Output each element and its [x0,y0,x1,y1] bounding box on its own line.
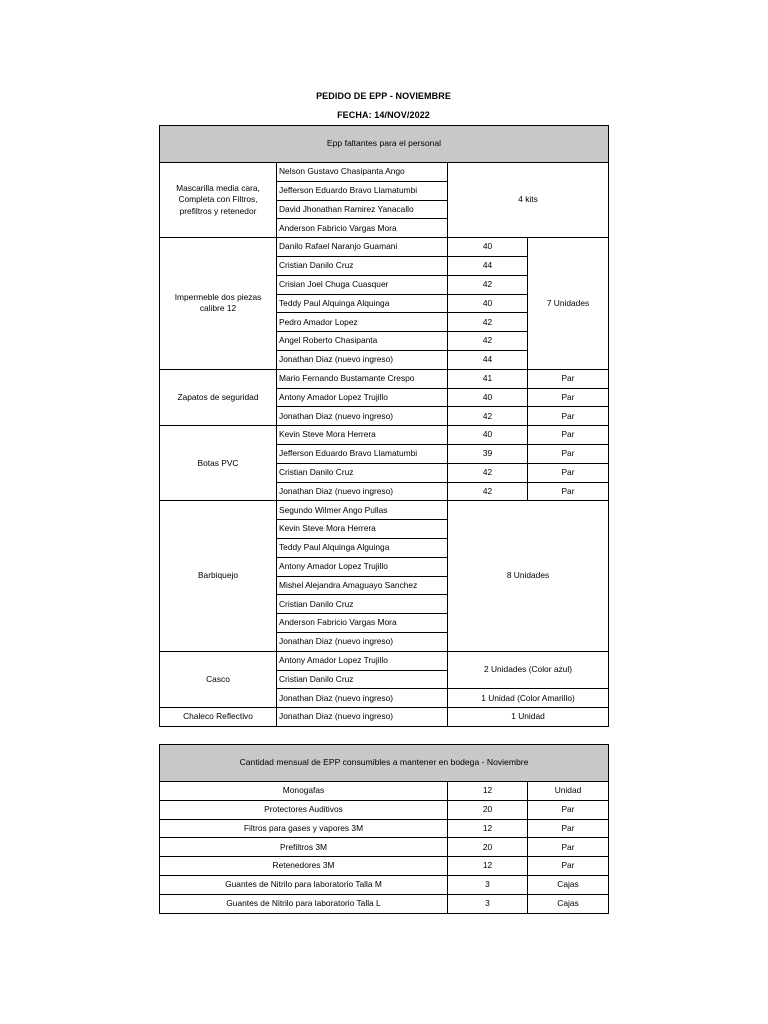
item-unit: Par [528,819,609,838]
employee-name: Danilo Rafael Naranjo Guamani [277,238,448,257]
item-name: Prefiltros 3M [160,838,448,857]
item-unit: Unidad [528,782,609,801]
quantity-casco-yellow: 1 Unidad (Color Amarillo) [448,689,609,708]
item-unit: Par [528,857,609,876]
employee-name: Cristian Danilo Cruz [277,595,448,614]
size-value: 42 [448,463,528,482]
employee-name: Antony Amador Lopez Trujillo [277,388,448,407]
category-chaleco: Chaleco Reflectivo [160,708,277,727]
table-row [160,238,609,257]
item-qty: 20 [448,838,528,857]
category-mascarilla: Mascarilla media cara, Completa con Filtros, prefiltros y retenedor [160,163,277,238]
size-value: 40 [448,388,528,407]
item-name: Retenedores 3M [160,857,448,876]
employee-name: Jonathan Diaz (nuevo ingreso) [277,708,448,727]
employee-name: Segundo Wilmer Ango Pullas [277,501,448,520]
quantity-chaleco: 1 Unidad [448,708,609,727]
unit-value: Par [528,463,609,482]
quantity-barbiquejo: 8 Unidades [448,501,609,651]
table-row [160,501,609,520]
missing-epp-header: Epp faltantes para el personal [160,126,609,163]
size-value: 44 [448,256,528,275]
employee-name: Mario Fernando Bustamante Crespo [277,369,448,388]
employee-name: Antony Amador Lopez Trujillo [277,651,448,670]
employee-name: Jonathan Diaz (nuevo ingreso) [277,350,448,369]
employee-name: Jonathan Diaz (nuevo ingreso) [277,689,448,708]
table-row [160,163,609,182]
employee-name: Jefferson Eduardo Bravo Llamatumbi [277,444,448,463]
employee-name: Jonathan Diaz (nuevo ingreso) [277,407,448,426]
quantity-mascarilla: 4 kits [448,163,609,238]
table-row [160,894,609,913]
size-value: 42 [448,275,528,294]
employee-name: Kevin Steve Mora Herrera [277,520,448,539]
consumables-header: Cantidad mensual de EPP consumibles a mantener en bodega - Noviembre [160,745,609,782]
item-unit: Par [528,800,609,819]
unit-value: Par [528,426,609,445]
employee-name: Nelson Gustavo Chasipanta Ango [277,163,448,182]
employee-name: Teddy Paul Alquinga Alguinga [277,538,448,557]
employee-name: Cristian Danilo Cruz [277,463,448,482]
item-name: Monogafas [160,782,448,801]
employee-name: Mishel Alejandra Amaguayo Sanchez [277,576,448,595]
employee-name: Anderson Fabricio Vargas Mora [277,614,448,633]
size-value: 40 [448,294,528,313]
unit-value: Par [528,444,609,463]
size-value: 42 [448,332,528,351]
table-row [160,800,609,819]
item-name: Guantes de Nitrilo para laboratorio Talla L [160,894,448,913]
category-casco: Casco [160,651,277,707]
employee-name: Pedro Amador Lopez [277,313,448,332]
table-row [160,819,609,838]
item-qty: 12 [448,782,528,801]
size-value: 41 [448,369,528,388]
size-value: 44 [448,350,528,369]
employee-name: Antony Amador Lopez Trujillo [277,557,448,576]
unit-value: Par [528,388,609,407]
employee-name: Kevin Steve Mora Herrera [277,426,448,445]
table-row [160,857,609,876]
size-value: 42 [448,407,528,426]
employee-name: Jonathan Diaz (nuevo ingreso) [277,632,448,651]
table-row [160,782,609,801]
consumables-table [159,744,609,914]
item-name: Guantes de Nitrilo para laboratorio Talla M [160,875,448,894]
category-zapatos: Zapatos de seguridad [160,369,277,425]
document-date: FECHA: 14/NOV/2022 [337,110,430,120]
size-value: 42 [448,482,528,501]
item-unit: Par [528,838,609,857]
employee-name: Cristian Danilo Cruz [277,256,448,275]
table-row [160,369,609,388]
size-value: 40 [448,426,528,445]
category-botas: Botas PVC [160,426,277,501]
item-name: Protectores Auditivos [160,800,448,819]
unit-value: Par [528,369,609,388]
missing-epp-table [159,125,609,727]
employee-name: Jonathan Diaz (nuevo ingreso) [277,482,448,501]
employee-name: Angel Roberto Chasipanta [277,332,448,351]
item-name: Filtros para gases y vapores 3M [160,819,448,838]
unit-value: Par [528,407,609,426]
table-row [160,708,609,727]
quantity-impermeable: 7 Unidades [528,238,609,370]
item-unit: Cajas [528,894,609,913]
document-title: PEDIDO DE EPP - NOVIEMBRE [316,91,451,101]
item-qty: 12 [448,857,528,876]
unit-value: Par [528,482,609,501]
item-qty: 3 [448,875,528,894]
item-qty: 20 [448,800,528,819]
size-value: 42 [448,313,528,332]
item-qty: 3 [448,894,528,913]
item-qty: 12 [448,819,528,838]
size-value: 40 [448,238,528,257]
quantity-casco-blue: 2 Unidades (Color azul) [448,651,609,689]
employee-name: Anderson Fabricio Vargas Mora [277,219,448,238]
employee-name: Teddy Paul Alquinga Alquinga [277,294,448,313]
category-impermeable: Impermeble dos piezas calibre 12 [160,238,277,370]
employee-name: Jefferson Eduardo Bravo Llamatumbi [277,181,448,200]
size-value: 39 [448,444,528,463]
table-row [160,651,609,670]
employee-name: Crisian Joel Chuga Cuasquer [277,275,448,294]
table-row [160,426,609,445]
item-unit: Cajas [528,875,609,894]
employee-name: David Jhonathan Ramirez Yanacallo [277,200,448,219]
table-row [160,875,609,894]
table-row [160,838,609,857]
employee-name: Cristian Danilo Cruz [277,670,448,689]
category-barbiquejo: Barbiquejo [160,501,277,651]
